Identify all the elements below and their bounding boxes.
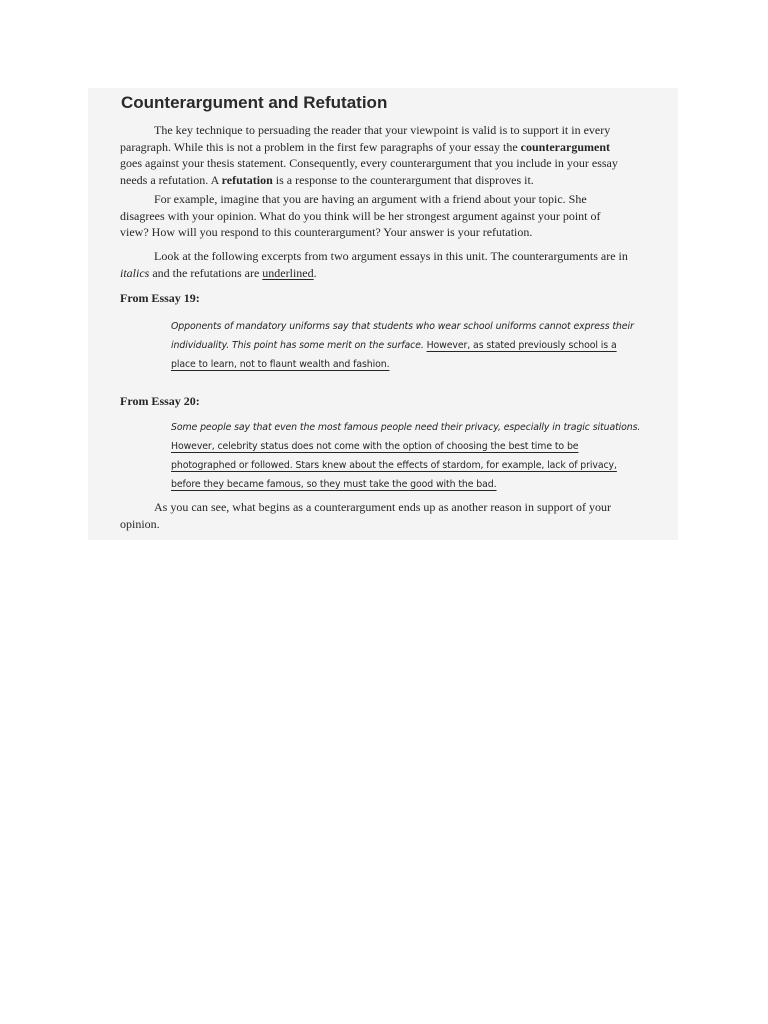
essay19-heading: From Essay 19: <box>120 291 200 305</box>
essay19-counterargument: Opponents of mandatory uniforms say that students who wear school uniforms cannot express their individuality. This point has some merit on the surface. <box>171 321 634 351</box>
italics-word: italics <box>120 265 150 280</box>
page-title: Counterargument and Refutation <box>121 93 388 112</box>
essay19-excerpt <box>171 317 641 374</box>
instruction-text-3: . <box>313 265 317 280</box>
intro-paragraph <box>120 122 632 188</box>
essay20-refutation: However, celebrity status does not come with the option of choosing the best time to be photographed or followed. Stars knew about the effects of stardom, for example, lack of privacy, before they became famous, so they must take the good with the bad. <box>171 441 617 490</box>
conclusion-text: As you can see, what begins as a counterargument ends up as another reason in support of your opinion. <box>120 500 611 531</box>
conclusion-paragraph <box>120 499 632 532</box>
example-text: For example, imagine that you are having an argument with a friend about your topic. She disagrees with your opinion. What do you think will be her strongest argument against your point of view? How will you respond to this counterargument? Your answer is your refutation. <box>120 192 601 239</box>
essay20-excerpt <box>171 418 641 494</box>
instruction-text-2: and the refutations are <box>149 265 263 280</box>
essay19-refutation: However, as stated previously school is a place to learn, not to flaunt wealth and fashion. <box>171 340 617 370</box>
term-refutation: refutation <box>221 172 273 187</box>
term-counterargument: counterargument <box>520 139 610 154</box>
essay20-counterargument: Some people say that even the most famous people need their privacy, especially in tragic situations. <box>171 422 641 433</box>
intro-text-2: goes against your thesis statement. Consequently, every counterargument that you include in your essay needs a refutation. A <box>120 156 618 187</box>
intro-text-1: The key technique to persuading the reader that your viewpoint is valid is to support it in every paragraph. While this is not a problem in the first few paragraphs of your essay the <box>120 123 611 154</box>
example-paragraph <box>120 191 632 241</box>
underlined-word: underlined <box>262 265 314 280</box>
intro-text-3: is a response to the counterargument that disproves it. <box>272 172 534 187</box>
essay20-heading: From Essay 20: <box>120 394 200 408</box>
instruction-paragraph <box>120 248 632 281</box>
instruction-text-1: Look at the following excerpts from two argument essays in this unit. The counterarguments are in <box>154 249 628 263</box>
